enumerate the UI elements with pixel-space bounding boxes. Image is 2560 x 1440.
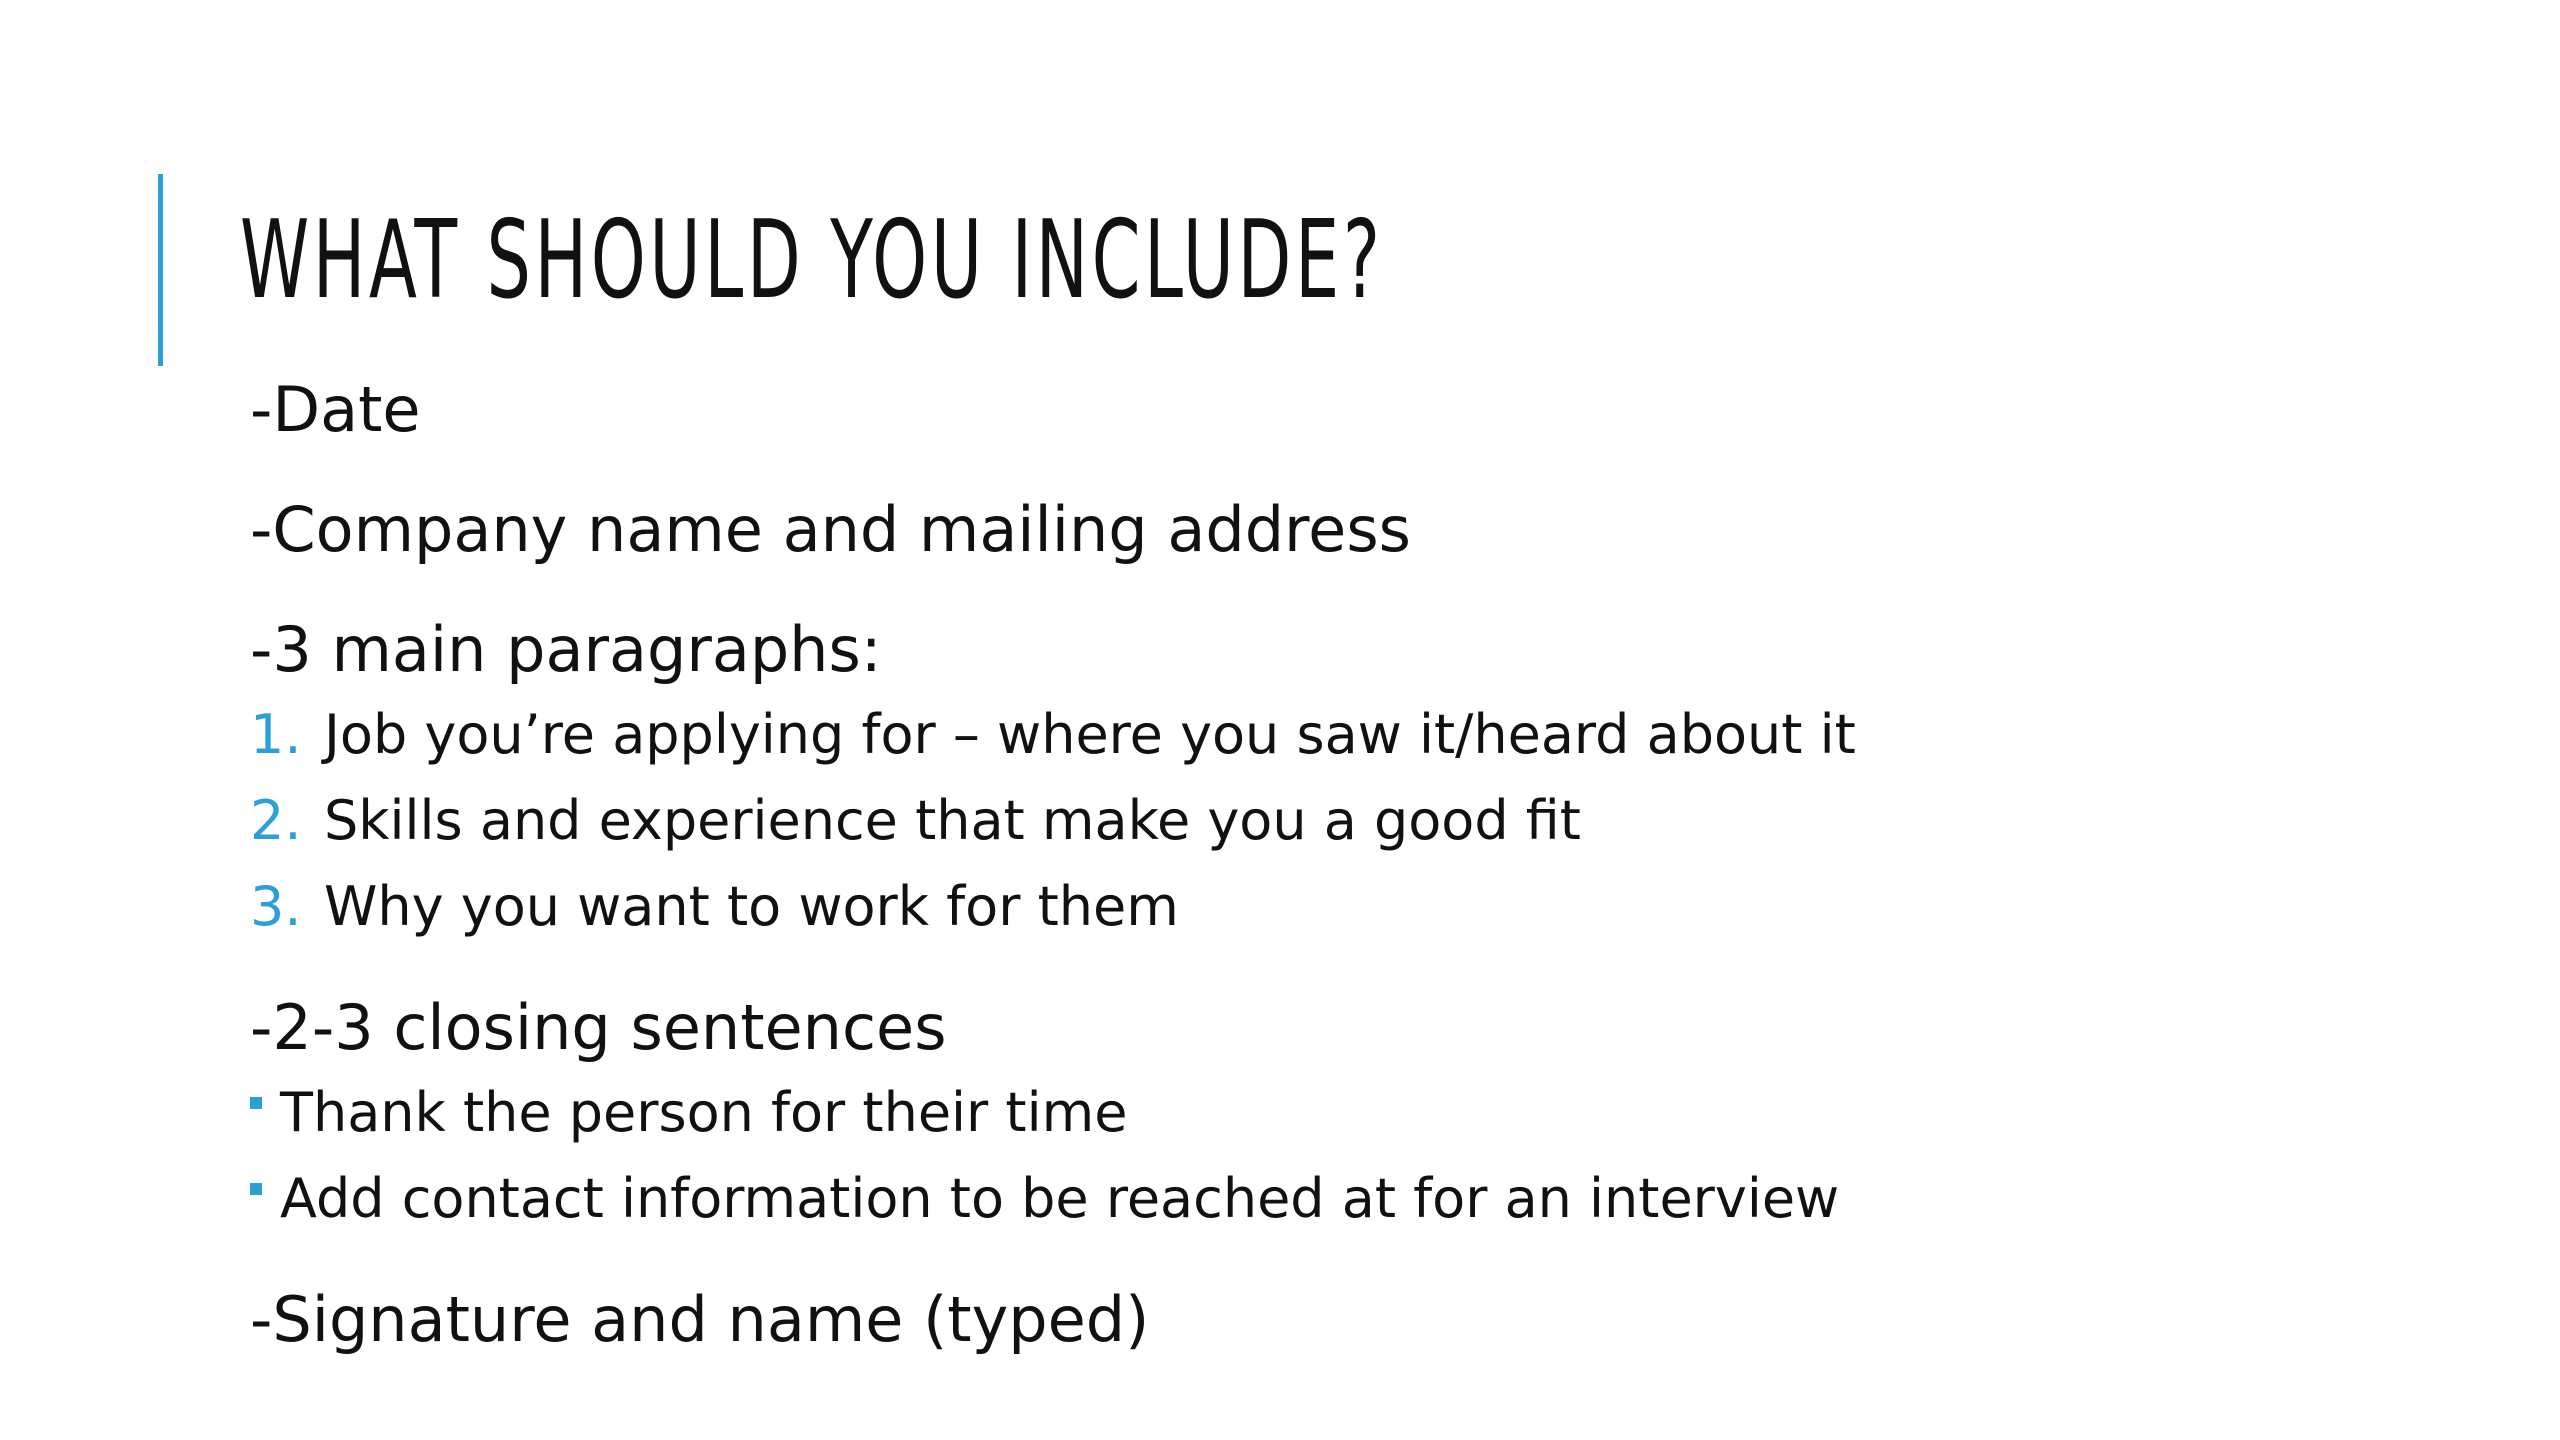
number-label: 1.	[250, 703, 302, 766]
bullet-item-text: Add contact information to be reached at for an interview	[280, 1167, 1840, 1230]
title-accent-bar	[158, 174, 163, 366]
item-company-address: -Company name and mailing address	[250, 493, 1411, 566]
square-bullet-icon	[250, 1097, 262, 1109]
slide-title: WHAT SHOULD YOU INCLUDE?	[240, 198, 1384, 323]
number-label: 2.	[250, 789, 302, 852]
numbered-item-3	[250, 874, 1179, 940]
item-signature: -Signature and name (typed)	[250, 1283, 1150, 1356]
item-date: -Date	[250, 373, 421, 446]
bullet-item-text: Thank the person for their time	[280, 1081, 1128, 1144]
item-main-paragraphs: -3 main paragraphs:	[250, 613, 882, 686]
item-closing-sentences: -2-3 closing sentences	[250, 991, 947, 1064]
numbered-item-1	[250, 702, 1856, 768]
bullet-item-2	[250, 1166, 1839, 1232]
numbered-item-text: Why you want to work for them	[324, 875, 1179, 938]
number-label: 3.	[250, 875, 302, 938]
square-bullet-icon	[250, 1183, 262, 1195]
bullet-item-1	[250, 1080, 1127, 1146]
numbered-item-2	[250, 788, 1581, 854]
numbered-item-text: Skills and experience that make you a good fit	[324, 789, 1581, 852]
numbered-item-text: Job you’re applying for – where you saw it/heard about it	[324, 703, 1856, 766]
